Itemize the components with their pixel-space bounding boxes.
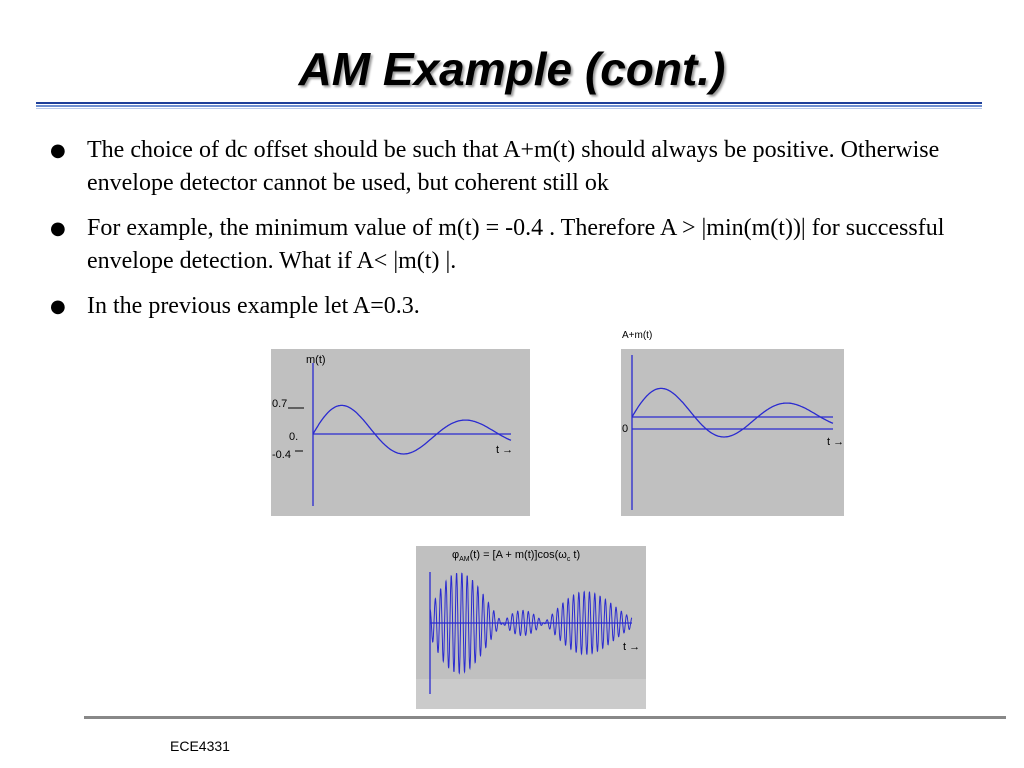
phi-eq-body: (t) = [A + m(t)]cos(ω	[469, 549, 567, 561]
amt-x-label: t →	[827, 436, 845, 448]
amt-plot	[621, 349, 844, 516]
bullet-list	[48, 134, 968, 335]
mt-tick-top: 0.7	[272, 398, 288, 410]
bullet-dot-icon: ●	[50, 296, 66, 317]
mt-curve	[313, 405, 514, 456]
phi-plot-canvas	[416, 546, 646, 709]
amt-title: A+m(t)	[622, 330, 653, 341]
amt-curve	[632, 388, 833, 437]
slide-title: AM Example (cont.)	[298, 43, 726, 95]
mt-plot	[271, 349, 530, 516]
phi-c-sub: c	[566, 556, 571, 564]
phi-sub: AM	[459, 556, 470, 564]
bullet-dot-icon: ●	[50, 218, 66, 239]
mt-x-label: t →	[496, 444, 514, 456]
amt-plot-canvas	[621, 349, 844, 516]
bullet-item	[48, 134, 968, 200]
mt-tick-low: -0.4	[272, 449, 291, 461]
bullet-text: The choice of dc offset should be such that A+m(t) should always be positive. Otherwise envelope detector cannot be used, but coherent still ok	[87, 137, 940, 196]
amt-tick-zero: 0	[622, 423, 629, 435]
footer-rule	[84, 716, 1006, 719]
bullet-dot-icon: ●	[50, 140, 66, 161]
phi-symbol: φ	[452, 549, 460, 561]
bullet-text: For example, the minimum value of m(t) = -0.4 . Therefore A > |min(m(t))| for successful envelope detection. What if A< |m(t) |.	[87, 215, 945, 274]
phi-am-plot	[416, 546, 646, 709]
bullet-item	[48, 212, 968, 278]
mt-y-label: m(t)	[306, 354, 326, 366]
phi-eq-end: t)	[570, 549, 581, 561]
bullet-item	[48, 290, 968, 323]
footer-text: ECE4331	[170, 738, 230, 754]
mt-tick-mid: 0.	[289, 431, 299, 443]
title-underline	[36, 102, 982, 110]
mt-plot-canvas	[271, 349, 530, 516]
bullet-text: In the previous example let A=0.3.	[87, 293, 420, 319]
phi-x-label: t →	[623, 641, 641, 653]
phi-equation	[452, 549, 580, 563]
